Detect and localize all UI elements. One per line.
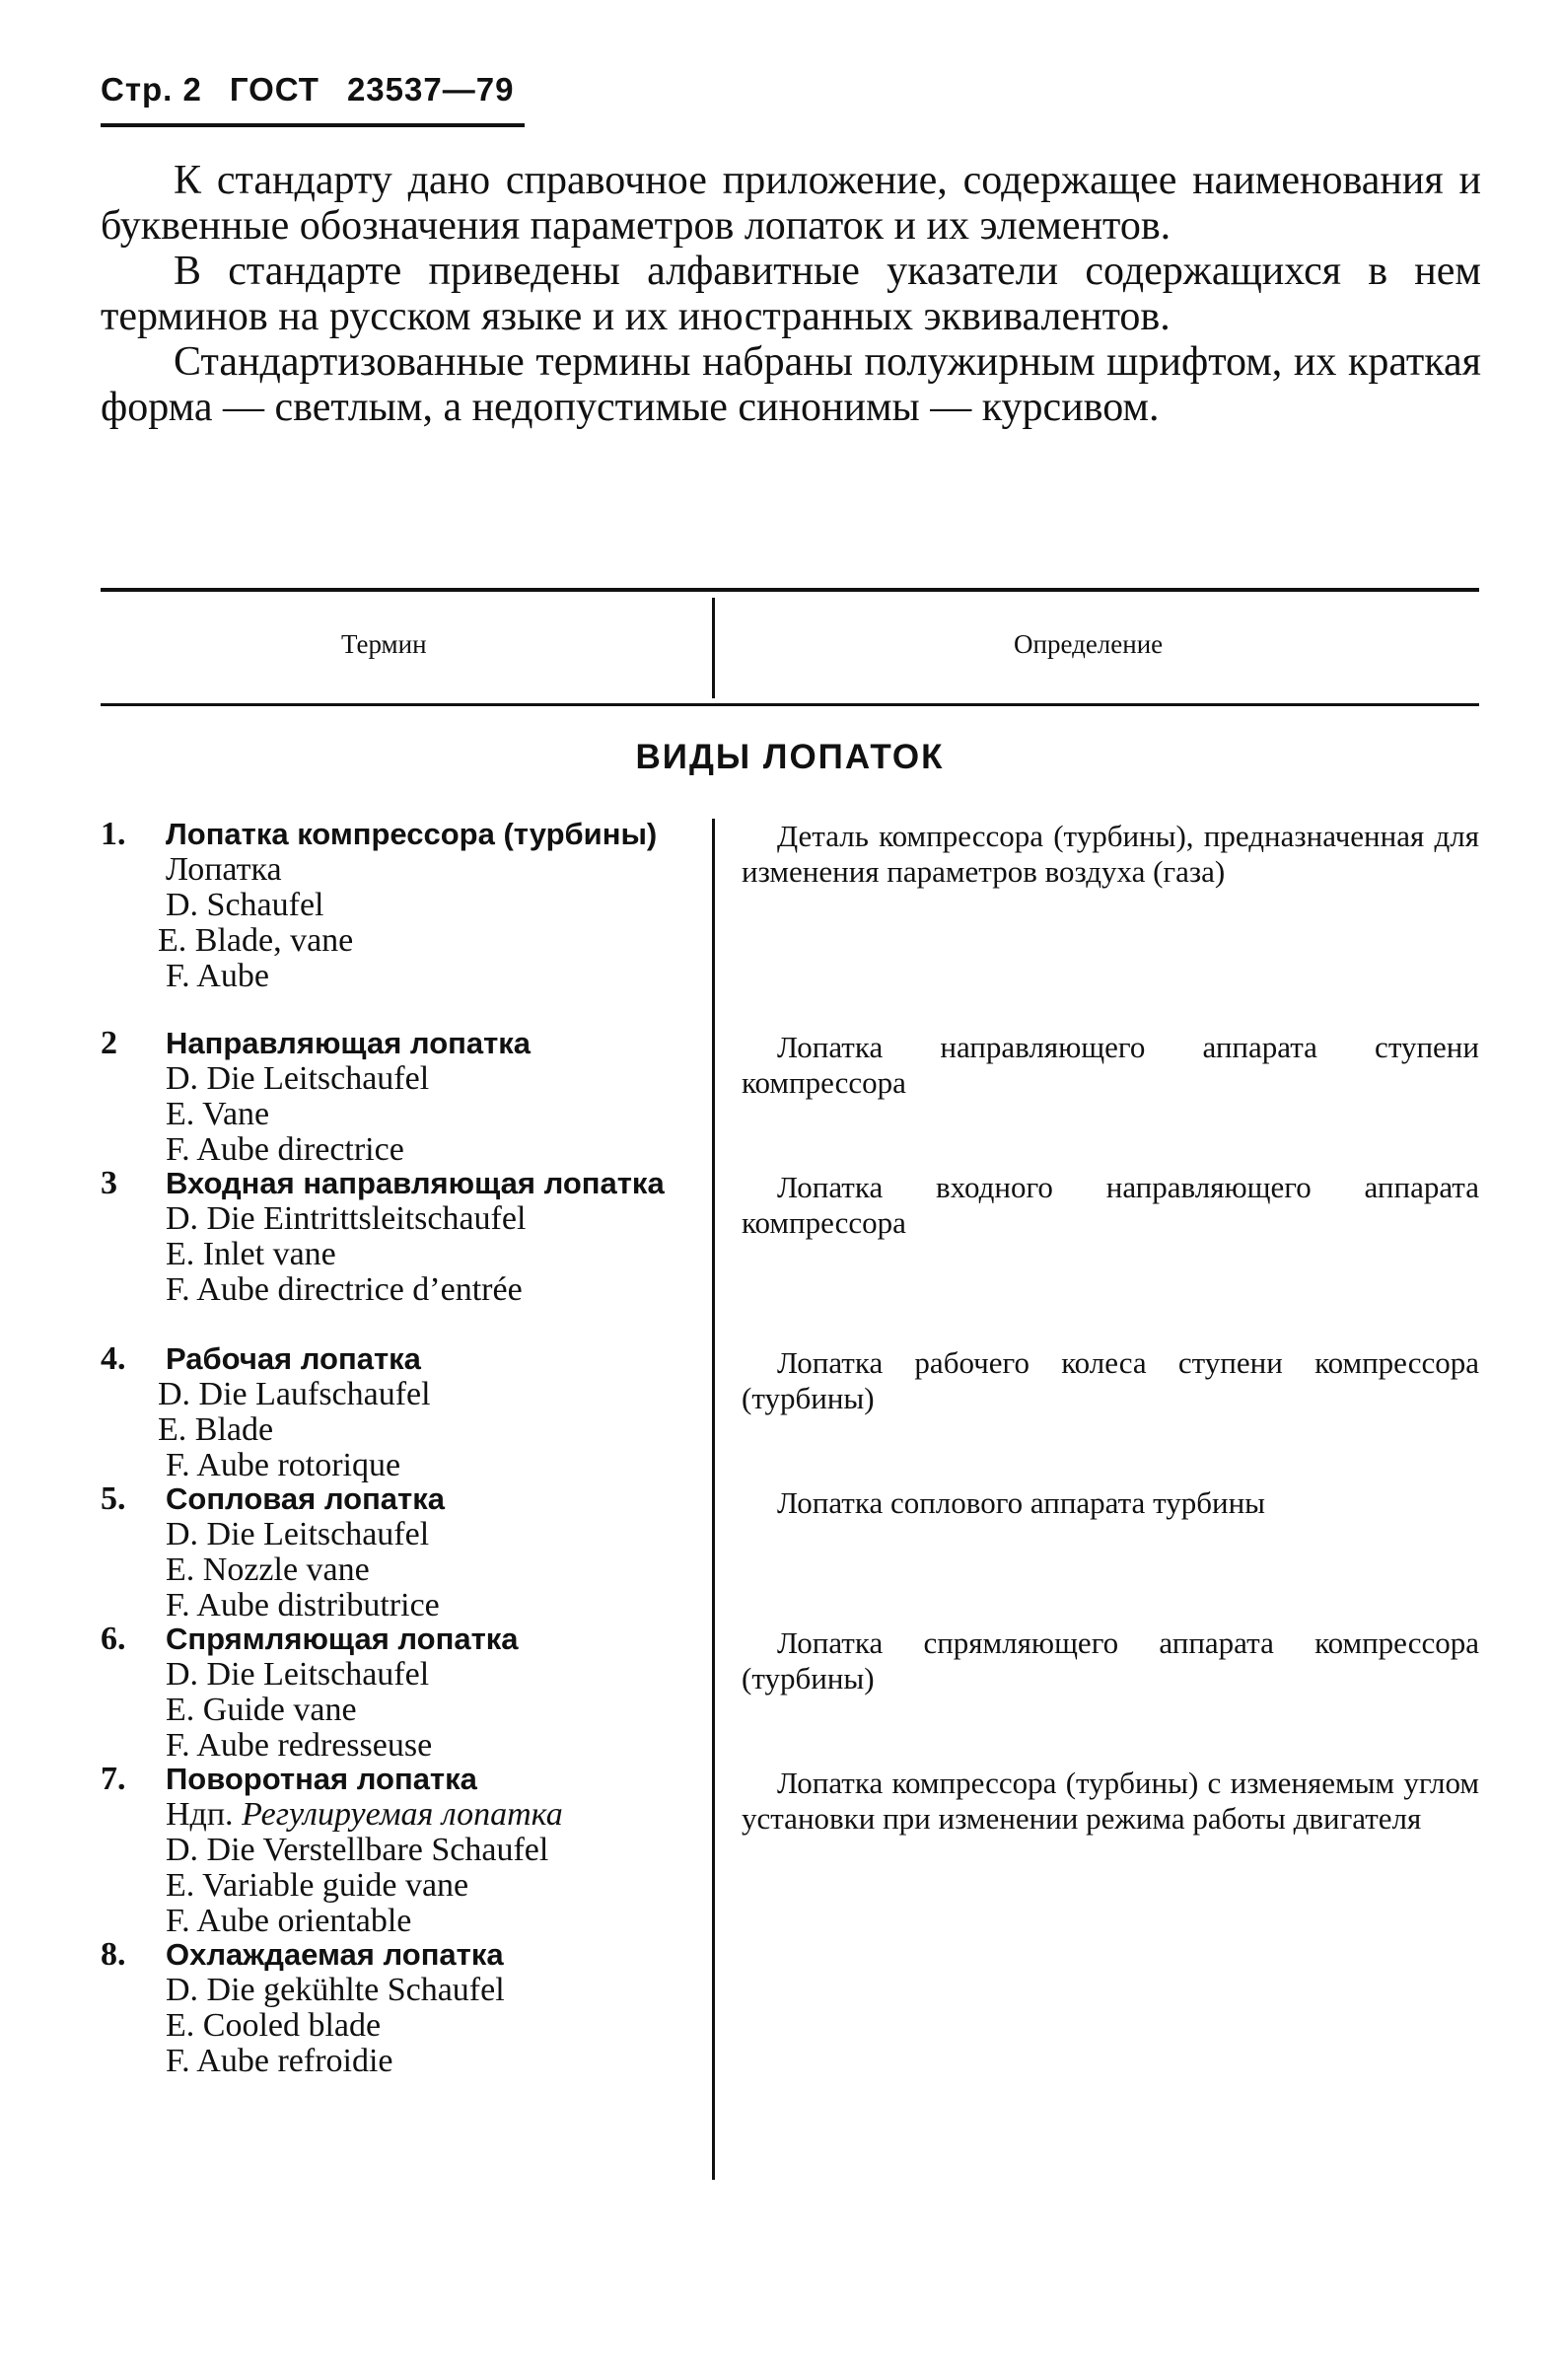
term-number: 8. xyxy=(101,1936,126,1973)
header-column-divider xyxy=(712,598,715,698)
column-header-term: Термин xyxy=(341,629,427,659)
term-number: 3 xyxy=(101,1165,117,1201)
term-entry xyxy=(101,1166,692,1308)
term-german: D. Die Leitschaufel xyxy=(166,1656,430,1693)
term-number: 2 xyxy=(101,1025,117,1061)
term-english: E. Nozzle vane xyxy=(166,1551,370,1588)
header-rule xyxy=(101,123,525,127)
term-english: E. Vane xyxy=(166,1096,270,1132)
term-short-form: Лопатка xyxy=(166,851,282,888)
term-french: F. Aube distributrice xyxy=(166,1587,440,1623)
term-definition: Лопатка компрессора (турбины) с изменяемым углом установки при изменении режима работы двигателя xyxy=(742,1766,1479,1836)
ndp-label: Ндп. xyxy=(166,1796,234,1833)
term-entry xyxy=(101,1622,692,1764)
term-entry xyxy=(101,1481,692,1623)
term-german: D. Die Eintrittsleitschaufel xyxy=(166,1200,527,1237)
term-french: F. Aube redresseuse xyxy=(166,1727,433,1764)
term-title: Охлаждаемая лопатка xyxy=(166,1937,504,1972)
term-definition: Лопатка соплового аппарата турбины xyxy=(777,1485,1265,1520)
term-number: 7. xyxy=(101,1761,126,1797)
term-definition: Лопатка направляющего аппарата ступени компрессора xyxy=(742,1030,1479,1100)
term-french: F. Aube refroidie xyxy=(166,2043,393,2079)
term-definition: Лопатка входного направляющего аппарата компрессора xyxy=(742,1170,1479,1240)
term-english: E. Cooled blade xyxy=(166,2007,382,2044)
term-german: D. Die Verstellbare Schaufel xyxy=(166,1832,549,1868)
table-top-rule xyxy=(101,588,1479,592)
term-french: F. Aube directrice d’entrée xyxy=(166,1271,523,1308)
body-column-divider xyxy=(712,819,715,2180)
ndp-synonym: Регулируемая лопатка xyxy=(242,1796,563,1833)
term-number: 1. xyxy=(101,816,126,852)
page-header xyxy=(101,71,514,108)
term-french: F. Aube rotorique xyxy=(166,1447,401,1483)
section-title: ВИДЫ ЛОПАТОК xyxy=(635,738,945,776)
term-number: 5. xyxy=(101,1480,126,1517)
term-english: E. Guide vane xyxy=(166,1692,357,1728)
term-german: D. Die gekühlte Schaufel xyxy=(166,1972,505,2008)
term-entry xyxy=(101,817,692,994)
term-title: Поворотная лопатка xyxy=(166,1762,477,1796)
standard-label: ГОСТ xyxy=(229,71,320,108)
term-english: E. Variable guide vane xyxy=(166,1867,469,1904)
column-header-definition: Определение xyxy=(1014,629,1164,659)
term-title: Спрямляющая лопатка xyxy=(166,1622,519,1656)
term-german: D. Schaufel xyxy=(166,887,324,923)
term-french: F. Aube directrice xyxy=(166,1131,404,1168)
term-title: Сопловая лопатка xyxy=(166,1481,445,1516)
term-entry xyxy=(101,1341,692,1483)
intro-paragraph: В стандарте приведены алфавитные указатели содержащихся в нем терминов на русском языке и их иностранных эквивалентов. xyxy=(101,249,1481,339)
term-inadmissible-synonym xyxy=(166,1797,692,1833)
term-title: Направляющая лопатка xyxy=(166,1026,532,1060)
term-german: D. Die Leitschaufel xyxy=(166,1516,430,1552)
term-french: F. Aube orientable xyxy=(166,1903,412,1939)
term-english: E. Blade xyxy=(158,1411,274,1448)
term-german: D. Die Laufschaufel xyxy=(158,1376,431,1412)
term-entry xyxy=(101,1026,692,1168)
term-french: F. Aube xyxy=(166,958,269,994)
term-entry xyxy=(101,1937,692,2079)
term-english: E. Inlet vane xyxy=(166,1236,336,1272)
intro-text xyxy=(101,158,1481,430)
page-number: Стр. 2 xyxy=(101,71,202,108)
term-title: Входная направляющая лопатка xyxy=(166,1166,665,1200)
term-german: D. Die Leitschaufel xyxy=(166,1060,430,1097)
intro-paragraph: Стандартизованные термины набраны полужирным шрифтом, их краткая форма — светлым, а недопустимые синонимы — курсивом. xyxy=(101,339,1481,430)
intro-paragraph: К стандарту дано справочное приложение, содержащее наименования и буквенные обозначения параметров лопаток и их элементов. xyxy=(101,158,1481,249)
term-definition: Лопатка рабочего колеса ступени компрессора (турбины) xyxy=(742,1345,1479,1415)
term-english: E. Blade, vane xyxy=(158,922,354,959)
table-header-rule xyxy=(101,703,1479,706)
term-number: 6. xyxy=(101,1621,126,1657)
term-entry xyxy=(101,1762,692,1939)
term-definition: Лопатка спрямляющего аппарата компрессора (турбины) xyxy=(742,1625,1479,1695)
term-definition: Деталь компрессора (турбины), предназначенная для изменения параметров воздуха (газа) xyxy=(742,819,1479,889)
term-title: Лопатка компрессора (турбины) xyxy=(166,817,658,851)
term-title: Рабочая лопатка xyxy=(166,1341,421,1376)
term-number: 4. xyxy=(101,1340,126,1377)
standard-number: 23537—79 xyxy=(346,71,515,108)
